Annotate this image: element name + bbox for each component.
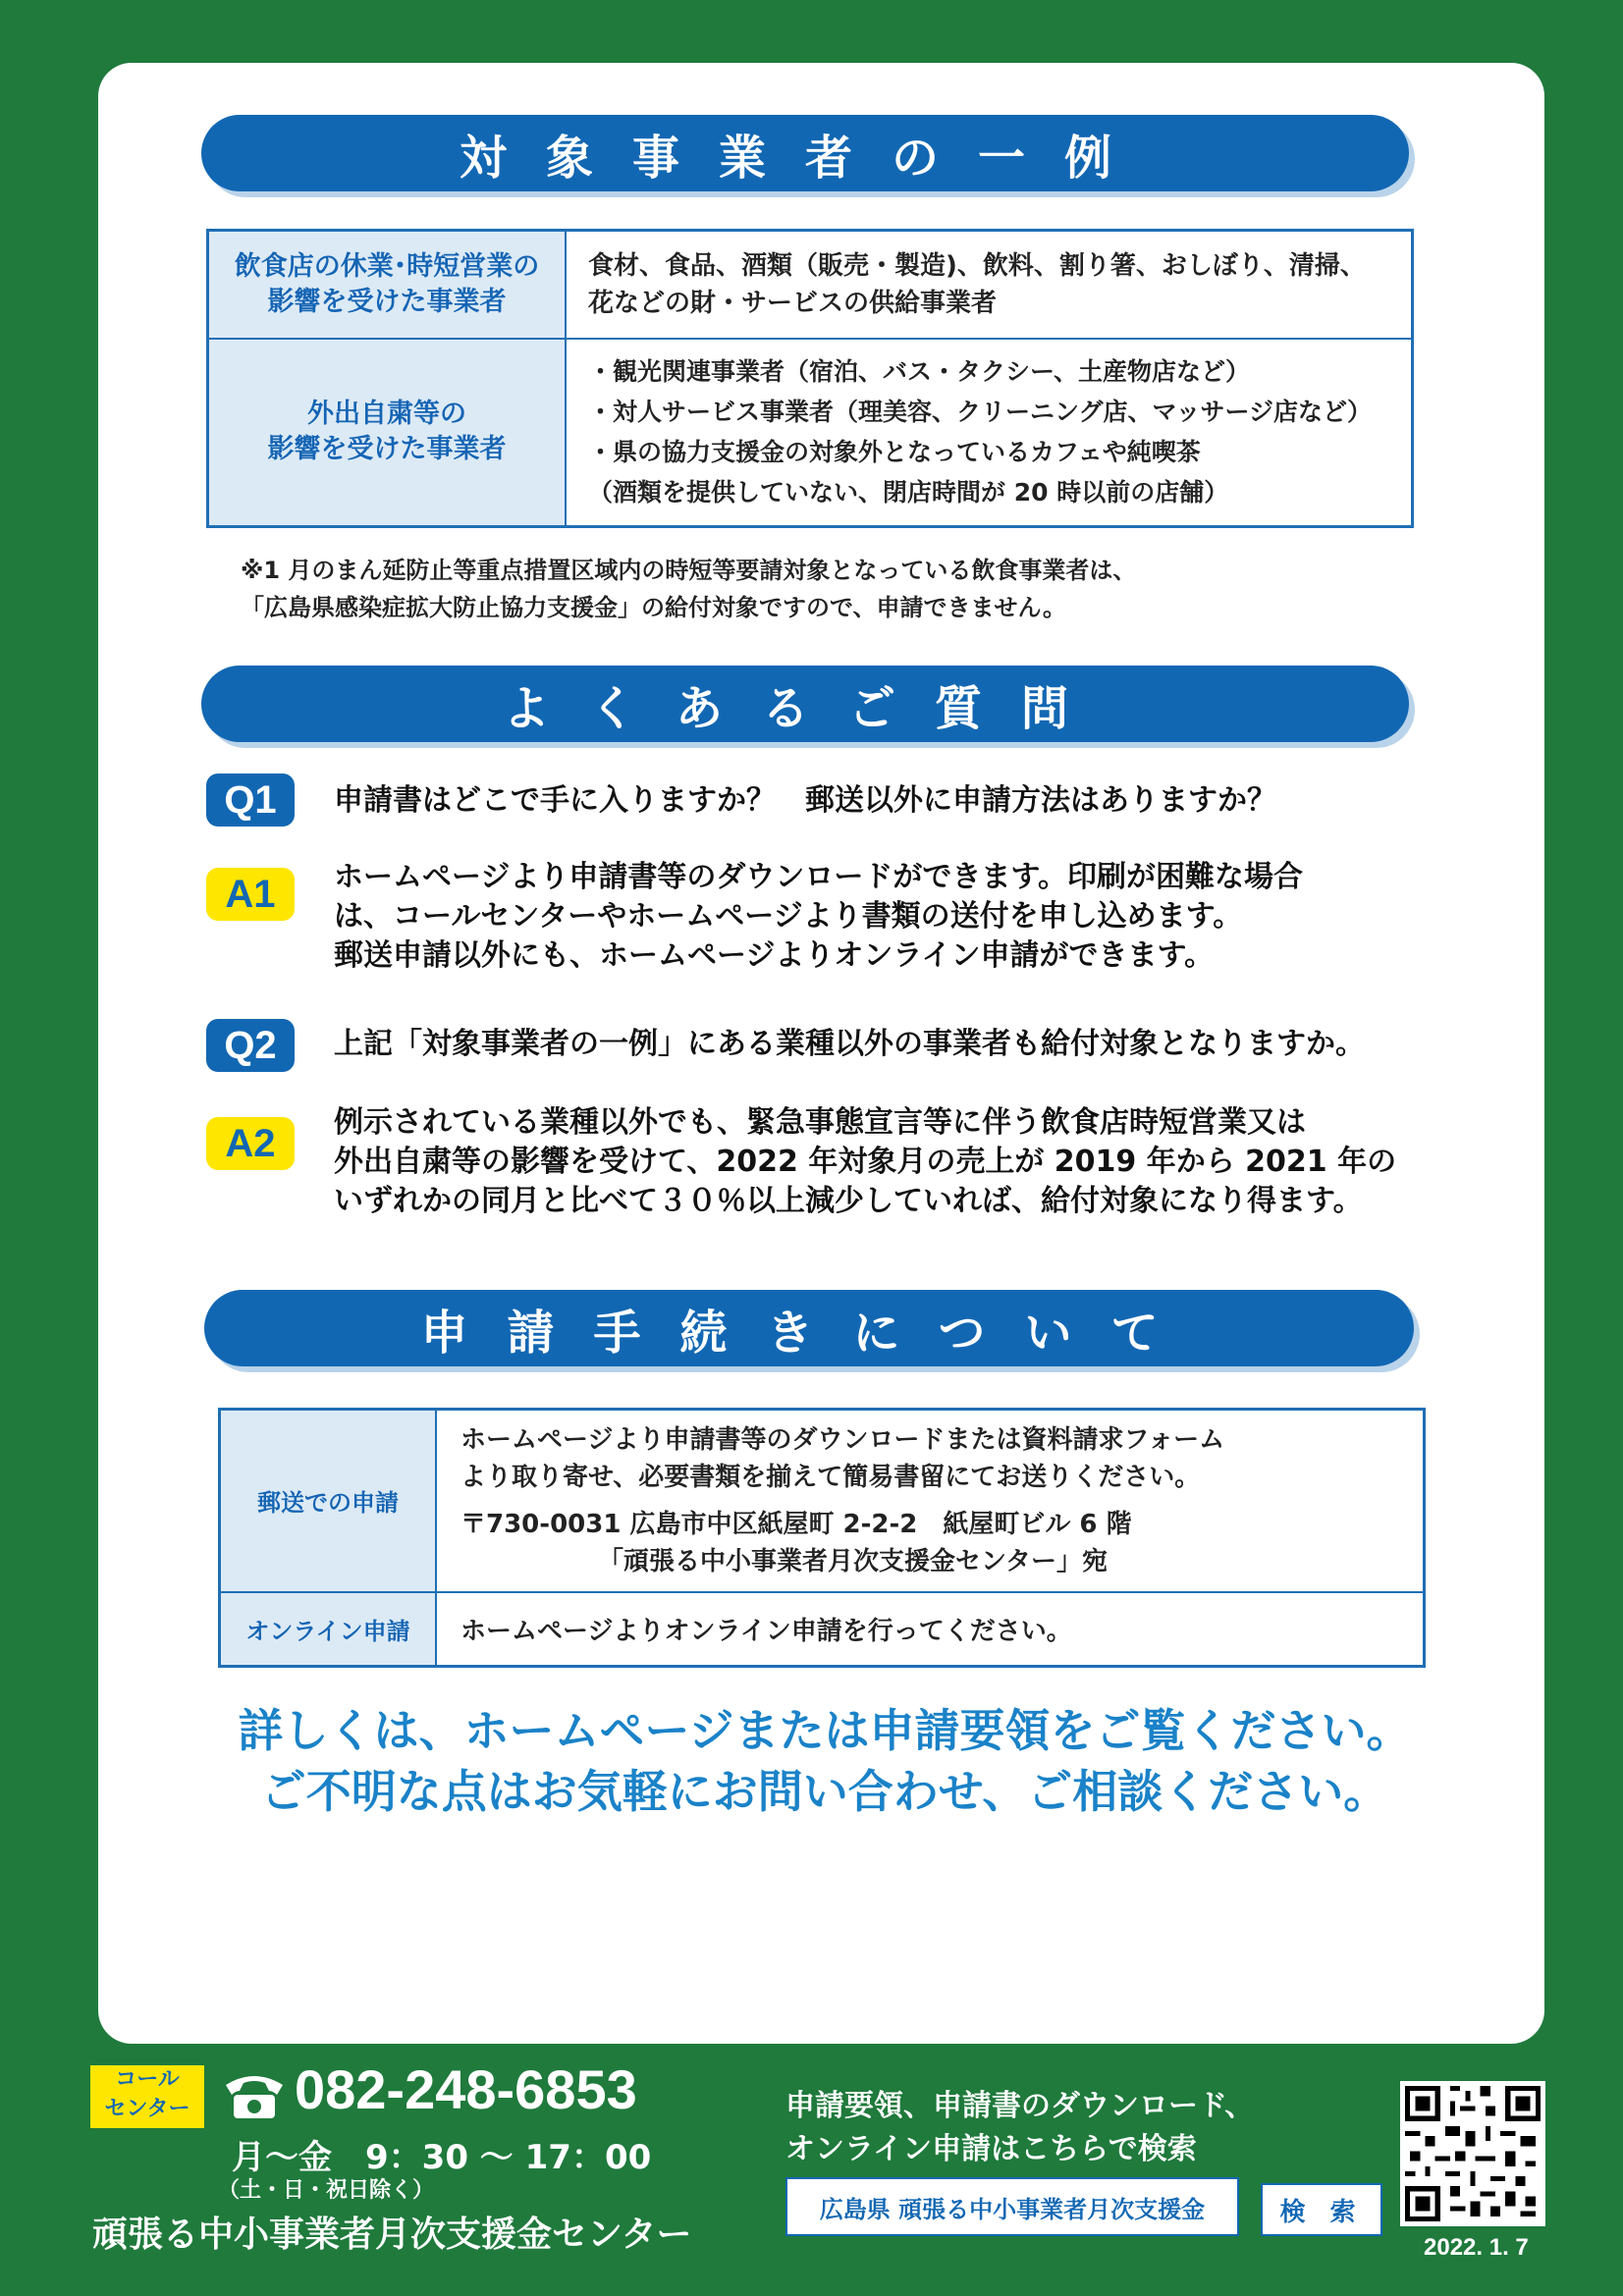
search-button[interactable]: 検 索 bbox=[1261, 2183, 1382, 2236]
issue-date: 2022. 1. 7 bbox=[1424, 2234, 1529, 2261]
business-hours: 月～金 9：30 ～ 17：00 bbox=[232, 2138, 652, 2177]
row-header: オンライン申請 bbox=[220, 1592, 437, 1667]
q1-badge: Q1 bbox=[206, 774, 295, 827]
q2-badge: Q2 bbox=[206, 1019, 295, 1072]
a1-badge: A1 bbox=[206, 868, 295, 921]
a1-text: ホームページより申請書等のダウンロードができます。印刷が困難な場合 は、コールセンターやホームページより書類の送付を申し込めます。 郵送申請以外にも、ホームページよりオンライン申請ができます。 bbox=[334, 860, 1303, 973]
section-banner-procedure bbox=[204, 1290, 1414, 1366]
row-header: 飲食店の休業･時短営業の 影響を受けた事業者 bbox=[208, 231, 567, 339]
table-row bbox=[220, 1410, 1425, 1592]
closed-days: （土・日・祝日除く） bbox=[218, 2178, 435, 2203]
note-text: ※1 月のまん延防止等重点措置区域内の時短等要請対象となっている飲食事業者は、 「広島県感染症拡大防止協力支援金」の給付対象ですので、申請できません。 bbox=[241, 557, 1137, 621]
section-banner-target-businesses bbox=[201, 115, 1409, 191]
row-content: ・観光関連事業者（宿泊、バス・タクシー、土産物店など） ・対人サービス事業者（理美容、クリーニング店、マッサージ店など） ・県の協力支援金の対象外となっているカフェや純喫茶 （酒類を提供していない、閉店時間が 20 時以前の店舗） bbox=[566, 339, 1413, 527]
qr-code-icon bbox=[1400, 2081, 1545, 2226]
table-row bbox=[208, 339, 1413, 527]
table-row bbox=[220, 1592, 1425, 1667]
section-title: 申請手続きについて bbox=[420, 1305, 1198, 1361]
search-prompt: 申請要領、申請書のダウンロード、 オンライン申請はこちらで検索 bbox=[785, 2089, 1255, 2166]
procedure-table bbox=[218, 1408, 1426, 1668]
a2-text: 例示されている業種以外でも、緊急事態宣言等に伴う飲食店時短営業又は 外出自粛等の影響を受けて、2022 年対象月の売上が 2019 年から 2021 年の いずれかの同月と比べて３０％以上減少していれば、給付対象になり得ます。 bbox=[334, 1105, 1397, 1218]
table-row bbox=[208, 231, 1413, 339]
section-title: 対象事業者の一例 bbox=[459, 130, 1151, 186]
q2-text: 上記「対象事業者の一例」にある業種以外の事業者も給付対象となりますか。 bbox=[334, 1027, 1365, 1061]
search-query-box[interactable]: 広島県 頑張る中小事業者月次支援金 bbox=[785, 2177, 1239, 2236]
center-name: 頑張る中小事業者月次支援金センター bbox=[92, 2215, 692, 2255]
phone-number: 082-248-6853 bbox=[295, 2058, 637, 2120]
q1-text: 申請書はどこで手に入りますか？ 郵送以外に申請方法はありますか？ bbox=[334, 783, 1276, 818]
row-header: 外出自粛等の 影響を受けた事業者 bbox=[208, 339, 567, 527]
row-content: ホームページよりオンライン申請を行ってください。 bbox=[436, 1592, 1425, 1667]
section-banner-faq bbox=[201, 666, 1409, 742]
section-title: よくあるご質問 bbox=[502, 680, 1108, 736]
a2-badge: A2 bbox=[206, 1117, 295, 1170]
call-center-badge: コール センター bbox=[90, 2065, 204, 2128]
target-business-table bbox=[206, 229, 1414, 528]
row-content: 食材、食品、酒類（販売・製造)、飲料、割り箸、おしぼり、清掃、 花などの財・サービスの供給事業者 bbox=[566, 231, 1413, 339]
closing-message: 詳しくは、ホームページまたは申請要領をご覧ください。 ご不明な点はお気軽にお問い合わせ、ご相談ください。 bbox=[238, 1704, 1412, 1818]
row-header: 郵送での申請 bbox=[220, 1410, 437, 1592]
row-content: ホームページより申請書等のダウンロードまたは資料請求フォーム より取り寄せ、必要書類を揃えて簡易書留にてお送りください。 〒730-0031 広島市中区紙屋町 2-2-2 紙屋町ビル 6 階 「頑張る中小事業者月次支援金センター」宛 bbox=[436, 1410, 1425, 1592]
telephone-icon bbox=[220, 2069, 289, 2122]
